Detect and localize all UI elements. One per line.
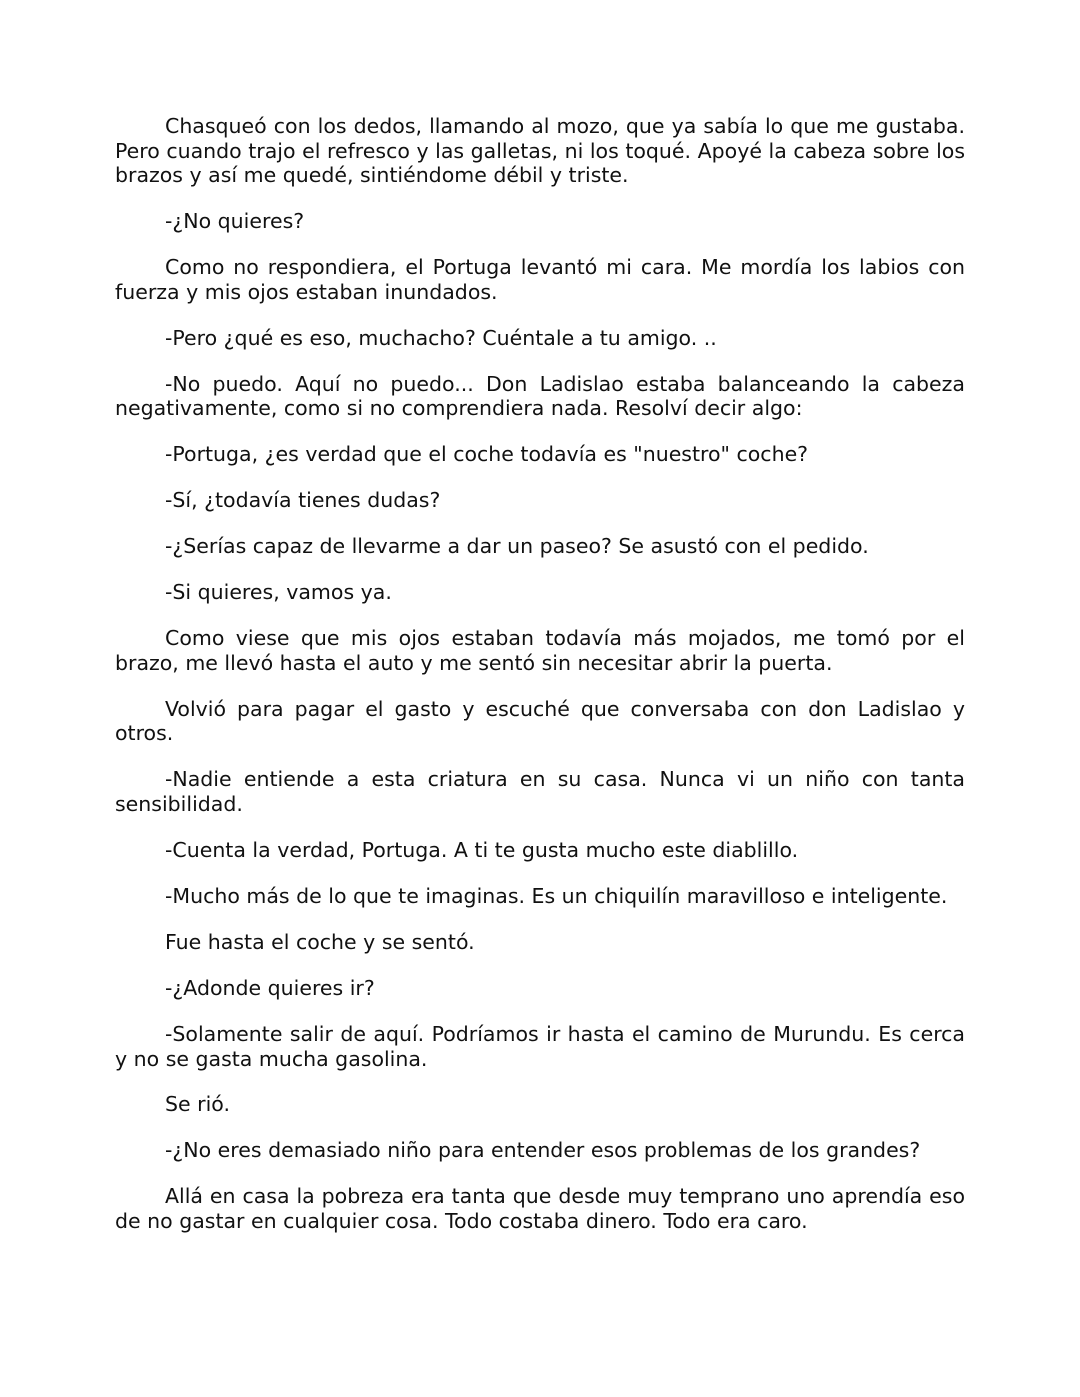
paragraph: -¿Adonde quieres ir? [165, 975, 375, 1000]
paragraph: -Si quieres, vamos ya. [165, 580, 392, 605]
paragraph: Como viese que mis ojos estaban todavía más mojados, me tomó por el brazo, me llevó hasta el auto y me sentó sin necesitar abrir la puerta. [115, 626, 965, 675]
paragraph: -Cuenta la verdad, Portuga. A ti te gusta mucho este diablillo. [165, 837, 799, 862]
paragraph: -¿Serías capaz de llevarme a dar un paseo? Se asustó con el pedido. [165, 534, 869, 559]
document-page [115, 114, 965, 1255]
paragraph: Volvió para pagar el gasto y escuché que conversaba con don Ladislao y otros. [115, 696, 965, 746]
paragraph: -¿No eres demasiado niño para entender esos problemas de los grandes? [165, 1138, 921, 1163]
paragraph: -Portuga, ¿es verdad que el coche todavía es "nuestro" coche? [165, 442, 809, 467]
paragraph: -Pero ¿qué es eso, muchacho? Cuéntale a tu amigo. .. [165, 325, 717, 350]
paragraph: Allá en casa la pobreza era tanta que desde muy temprano uno aprendía eso de no gastar en cualquier cosa. Todo costaba dinero. Todo era caro. [115, 1184, 965, 1234]
paragraph: -No puedo. Aquí no puedo... Don Ladislao estaba balanceando la cabeza negativamente, como si no comprendiera nada. Resolví decir algo: [115, 371, 965, 421]
paragraph: Se rió. [165, 1092, 230, 1117]
paragraph: -Sí, ¿todavía tienes dudas? [165, 488, 441, 513]
paragraph: Como no respondiera, el Portuga levantó mi cara. Me mordía los labios con fuerza y mis ojos estaban inundados. [115, 255, 965, 304]
paragraph: -Mucho más de lo que te imaginas. Es un chiquilín maravilloso e inteligente. [165, 883, 948, 908]
paragraph: -¿No quieres? [165, 209, 305, 234]
paragraph: Fue hasta el coche y se sentó. [165, 929, 475, 954]
paragraph: -Nadie entiende a esta criatura en su casa. Nunca vi un niño con tanta sensibilidad. [115, 767, 965, 816]
paragraph: -Solamente salir de aquí. Podríamos ir hasta el camino de Murundu. Es cerca y no se gasta mucha gasolina. [115, 1021, 965, 1071]
paragraph: Chasqueó con los dedos, llamando al mozo, que ya sabía lo que me gustaba. Pero cuando trajo el refresco y las galletas, ni los toqué. Apoyé la cabeza sobre los brazos y así me quedé, sintiéndome débil y triste. [115, 114, 965, 188]
